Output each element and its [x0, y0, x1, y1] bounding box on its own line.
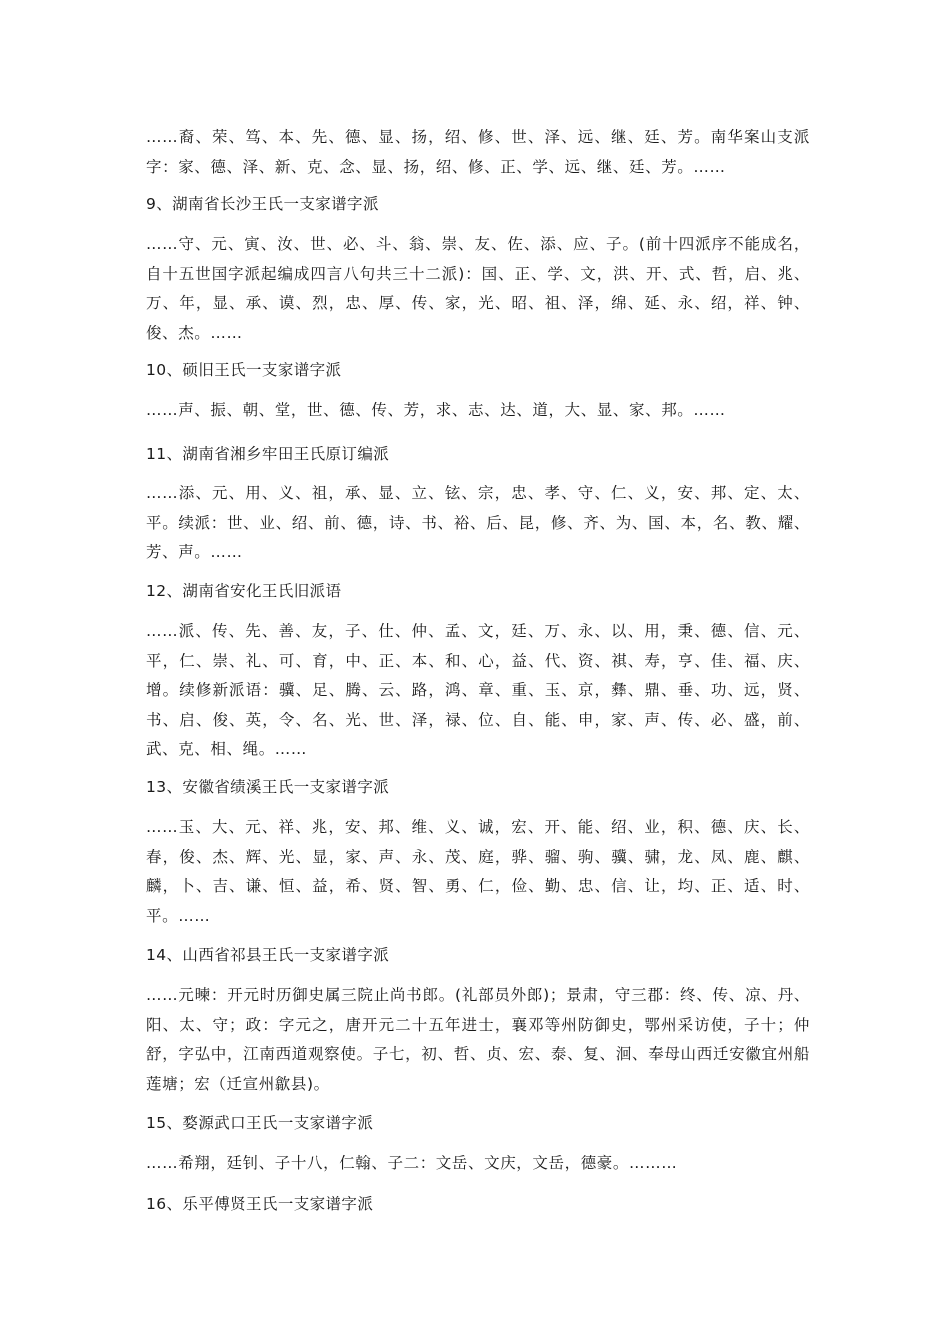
section-heading-16: 16、乐平傅贤王氏一支家谱字派: [146, 1195, 374, 1213]
paragraph-section-13: ……玉、大、元、祥、兆，安、邦、维、义、诚，宏、开、能、绍、业，积、德、庆、长、春，俊、杰、辉、光、显，家、声、永、茂、庭，骅、骝、驹、骥、骕，龙、凤、鹿、麒、麟，卜、吉、谦、恒、益，希、贤、智、勇、仁，俭、勤、忠、信、让，均、正、适、时、平。……: [146, 818, 810, 925]
section-heading-11: 11、湖南省湘乡牢田王氏原订编派: [146, 445, 390, 463]
section-heading-15: 15、婺源武口王氏一支家谱字派: [146, 1114, 374, 1132]
paragraph-continuation: ……裔、荣、笃、本、先、德、显、扬，绍、修、世、泽、远、继、廷、芳。南华案山支派字：家、德、泽、新、克、念、显、扬，绍、修、正、学、远、继、廷、芳。……: [146, 128, 810, 176]
paragraph-section-10: ……声、振、朝、堂，世、德、传、芳，求、志、达、道，大、显、家、邦。……: [146, 401, 726, 419]
section-heading-13: 13、安徽省绩溪王氏一支家谱字派: [146, 778, 390, 796]
paragraph-section-15: ……希翔，廷钊、子十八，仁翰、子二：文岳、文庆，文岳，德豪。………: [146, 1154, 678, 1172]
paragraph-section-11: ……添、元、用、义、祖，承、显、立、铉、宗，忠、孝、守、仁、义，安、邦、定、太、平。续派：世、业、绍、前、德，诗、书、裕、后、昆，修、齐、为、国、本，名、教、耀、芳、声。……: [146, 484, 810, 561]
paragraph-section-9: ……守、元、寅、汝、世、必、斗、翁、崇、友、佐、添、应、子。(前十四派序不能成名，自十五世国字派起编成四言八句共三十二派)：国、正、学、文，洪、开、式、哲，启、兆、万、年，显、承、谟、烈，忠、厚、传、家，光、昭、祖、泽，绵、延、永、绍，祥、钟、俊、杰。……: [146, 235, 810, 342]
section-heading-12: 12、湖南省安化王氏旧派语: [146, 582, 342, 600]
section-heading-10: 10、硕旧王氏一支家谱字派: [146, 361, 342, 379]
paragraph-section-14: ……元暕：开元时历御史属三院止尚书郎。(礼部员外郎)；景肃，守三郡：终、传、凉、丹、阳、太、守；政：字元之，唐开元二十五年进士，襄邓等州防御史，鄂州采访使，子十；仲舒，字弘中，江南西道观察使。子七，初、哲、贞、宏、泰、复、洄、奉母山西迁安徽宜州船莲塘；宏（迁宣州歙县)。: [146, 986, 810, 1093]
section-heading-9: 9、湖南省长沙王氏一支家谱字派: [146, 195, 379, 213]
paragraph-section-12: ……派、传、先、善、友，子、仕、仲、孟、文，廷、万、永、以、用，秉、德、信、元、平，仁、崇、礼、可、育，中、正、本、和、心，益、代、资、祺、寿，亨、佳、福、庆、增。续修新派语：骥、足、腾、云、路，鸿、章、重、玉、京，彝、鼎、垂、功、远，贤、书、启、俊、英，令、名、光、世、泽，禄、位、自、能、申，家、声、传、必、盛，前、武、克、相、绳。……: [146, 622, 810, 758]
section-heading-14: 14、山西省祁县王氏一支家谱字派: [146, 946, 390, 964]
